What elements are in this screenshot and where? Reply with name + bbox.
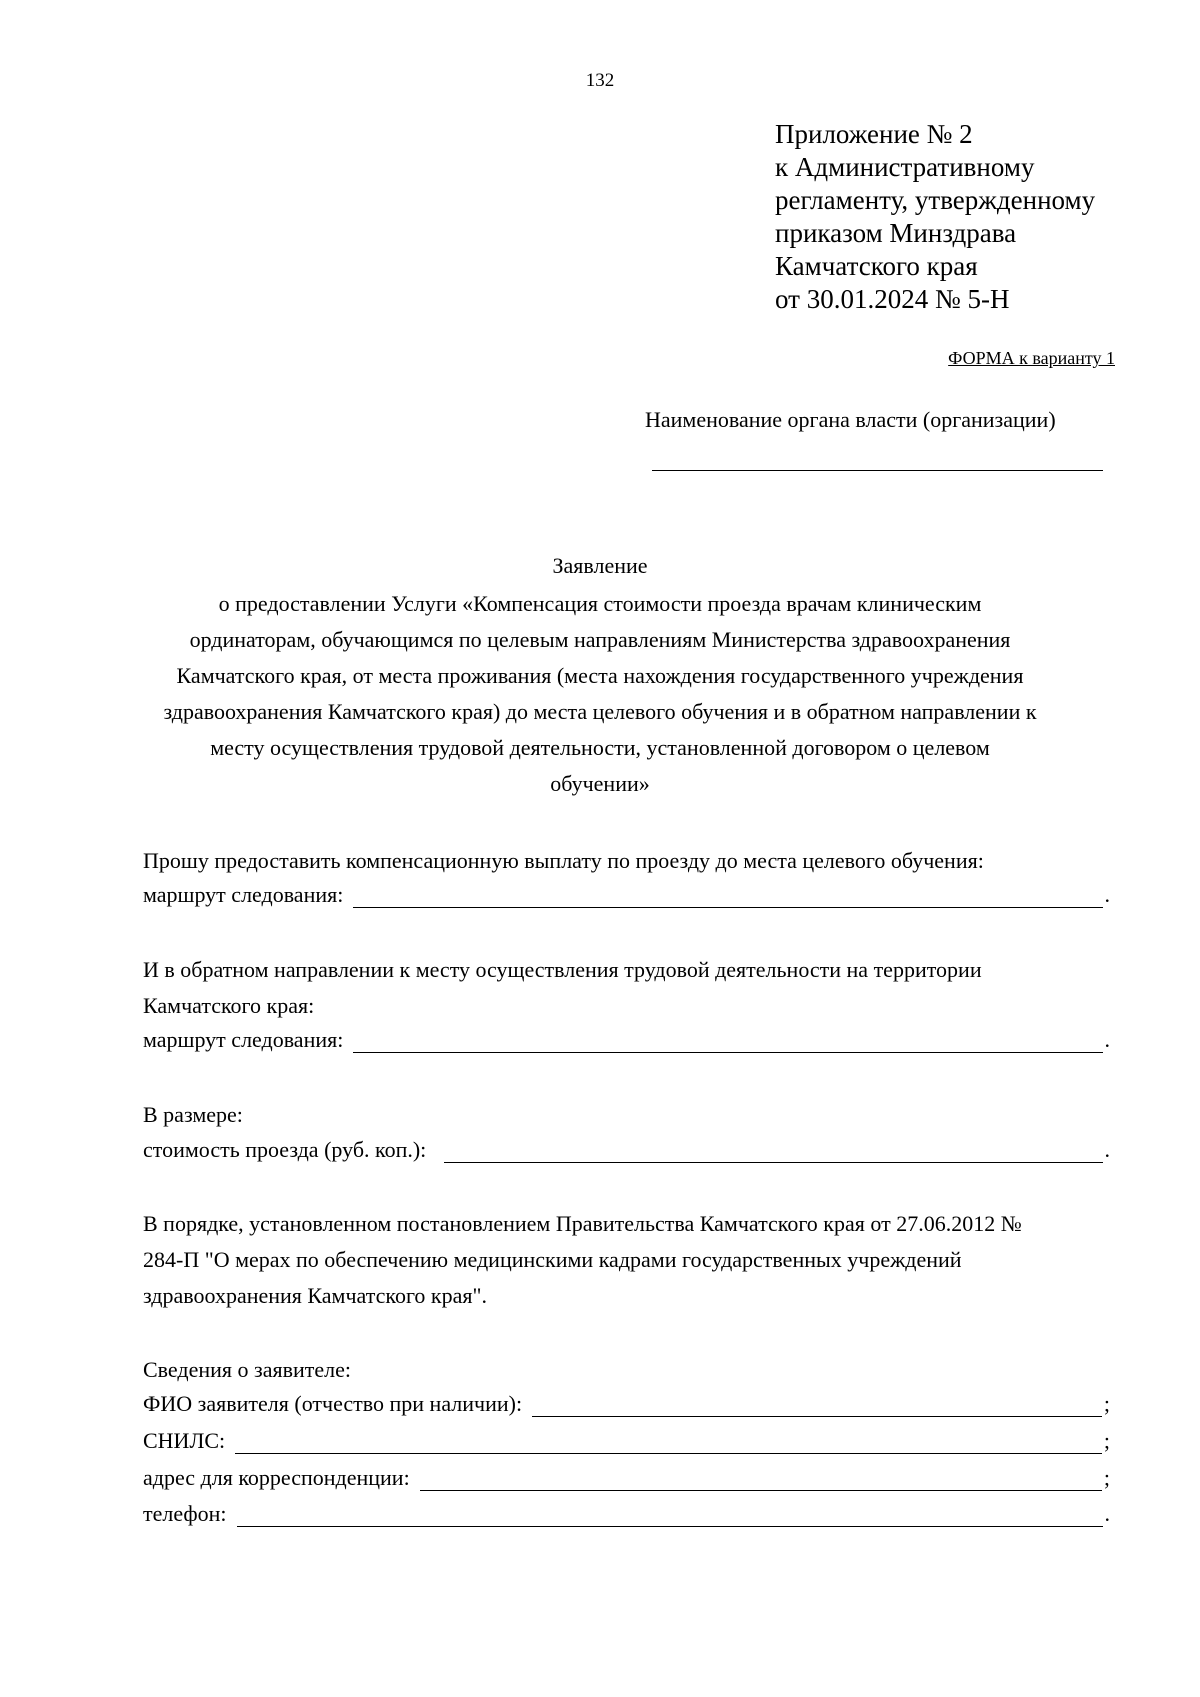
applicant-heading: Сведения о заявителе:	[143, 1357, 352, 1382]
order-text-line-3: здравоохранения Камчатского края".	[143, 1283, 487, 1308]
applicant-name-end: ;	[1103, 1391, 1110, 1416]
return-route-field	[143, 1023, 1110, 1053]
snils-input[interactable]	[235, 1431, 1102, 1454]
subtitle-line: обучении»	[550, 771, 650, 796]
authority-label: Наименование органа власти (организации)	[645, 407, 1056, 432]
applicant-name-field	[143, 1387, 1110, 1417]
phone-field	[143, 1497, 1110, 1527]
subtitle-line: здравоохранения Камчатского края) до места целевого обучения и в обратном направлении к	[163, 699, 1037, 724]
phone-end: .	[1104, 1501, 1110, 1526]
order-text-line-1: В порядке, установленном постановлением Правительства Камчатского края от 27.06.2012 №	[143, 1211, 1022, 1236]
return-route-end: .	[1104, 1027, 1110, 1052]
address-end: ;	[1103, 1465, 1110, 1490]
subtitle-line: Камчатского края, от места проживания (места нахождения государственного учреждения	[176, 663, 1024, 688]
appendix-line: регламенту, утвержденному	[775, 185, 1096, 215]
phone-label: телефон:	[143, 1501, 227, 1526]
appendix-line: к Административному	[775, 152, 1035, 182]
outbound-route-label: маршрут следования:	[143, 882, 344, 907]
return-route-input[interactable]	[353, 1030, 1102, 1053]
phone-input[interactable]	[237, 1504, 1103, 1527]
form-reference: ФОРМА к варианту 1	[948, 348, 1115, 368]
return-text-line-2: Камчатского края:	[143, 993, 315, 1018]
address-label: адрес для корреспонденции:	[143, 1465, 410, 1490]
snils-field	[143, 1424, 1110, 1454]
return-route-label: маршрут следования:	[143, 1027, 344, 1052]
applicant-name-input[interactable]	[532, 1394, 1102, 1417]
appendix-line: Камчатского края	[775, 251, 978, 281]
authority-blank-line[interactable]	[652, 470, 1103, 471]
cost-end: .	[1104, 1137, 1110, 1162]
order-text-line-2: 284-П "О мерах по обеспечению медицинскими кадрами государственных учреждений	[143, 1247, 962, 1272]
outbound-route-field	[143, 878, 1110, 908]
outbound-route-end: .	[1104, 882, 1110, 907]
address-field	[143, 1461, 1110, 1491]
outbound-request-text: Прошу предоставить компенсационную выплату по проезду до места целевого обучения:	[143, 848, 984, 873]
amount-text: В размере:	[143, 1102, 243, 1127]
snils-end: ;	[1103, 1428, 1110, 1453]
subtitle-line: ординаторам, обучающимся по целевым направлениям Министерства здравоохранения	[189, 627, 1011, 652]
return-text-line-1: И в обратном направлении к месту осуществления трудовой деятельности на территории	[143, 957, 982, 982]
document-title: Заявление	[552, 553, 648, 578]
appendix-line: Приложение № 2	[775, 119, 973, 149]
appendix-line: от 30.01.2024 № 5-Н	[775, 284, 1010, 314]
document-subtitle	[130, 586, 1070, 802]
outbound-route-input[interactable]	[353, 885, 1102, 908]
snils-label: СНИЛС:	[143, 1428, 226, 1453]
cost-input[interactable]	[444, 1140, 1102, 1163]
page-number: 132	[585, 70, 615, 91]
applicant-name-label: ФИО заявителя (отчество при наличии):	[143, 1391, 523, 1416]
subtitle-line: месту осуществления трудовой деятельности, установленной договором о целевом	[210, 735, 990, 760]
cost-label: стоимость проезда (руб. коп.):	[143, 1137, 427, 1162]
cost-field	[143, 1133, 1110, 1163]
appendix-line: приказом Минздрава	[775, 218, 1017, 248]
subtitle-line: о предоставлении Услуги «Компенсация стоимости проезда врачам клиническим	[218, 591, 982, 616]
appendix-block	[775, 118, 1175, 316]
address-input[interactable]	[420, 1468, 1102, 1491]
